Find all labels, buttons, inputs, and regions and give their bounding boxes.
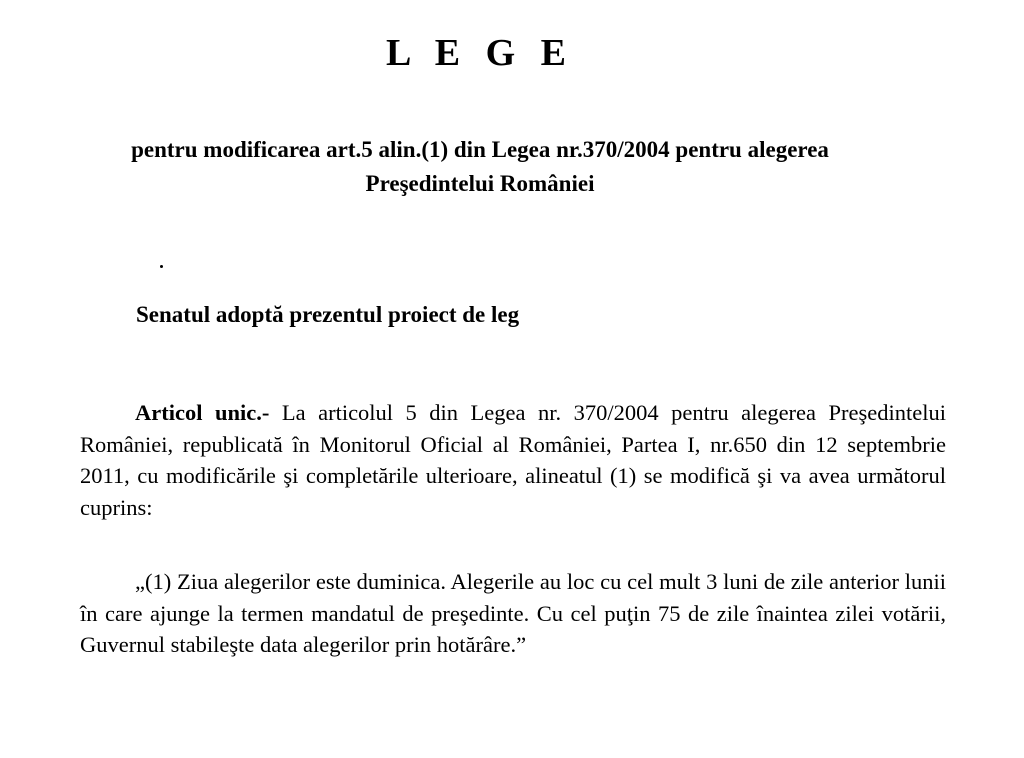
article-paragraph: [80, 397, 946, 523]
law-subtitle-line-1: pentru modificarea art.5 alin.(1) din Legea nr.370/2004 pentru alegerea: [131, 137, 829, 162]
law-subtitle-line-2: Preşedintelui României: [365, 171, 595, 196]
senate-adoption-statement: Senatul adoptă prezentul proiect de leg: [136, 302, 520, 327]
article-text: La articolul 5 din Legea nr. 370/2004 pentru alegerea Preşedintelui României, republicată în Monitorul Oficial al României, Partea I, nr.650 din 12 septembrie 2011, cu modificările şi completările ulterioare, alineatul (1) se modifică şi va avea următorul cuprins:: [80, 400, 946, 520]
stray-dot-mark: [160, 265, 163, 268]
article-label: Articol unic.-: [135, 400, 270, 425]
law-title: L E G E: [386, 32, 574, 74]
law-subtitle: [100, 133, 860, 201]
amended-paragraph-quote: „(1) Ziua alegerilor este duminica. Alegerile au loc cu cel mult 3 luni de zile anterior lunii în care ajunge la termen mandatul de preşedinte. Cu cel puţin 75 de zile înaintea zilei votării, Guvernul stabileşte data alegerilor prin hotărâre.”: [80, 569, 946, 657]
